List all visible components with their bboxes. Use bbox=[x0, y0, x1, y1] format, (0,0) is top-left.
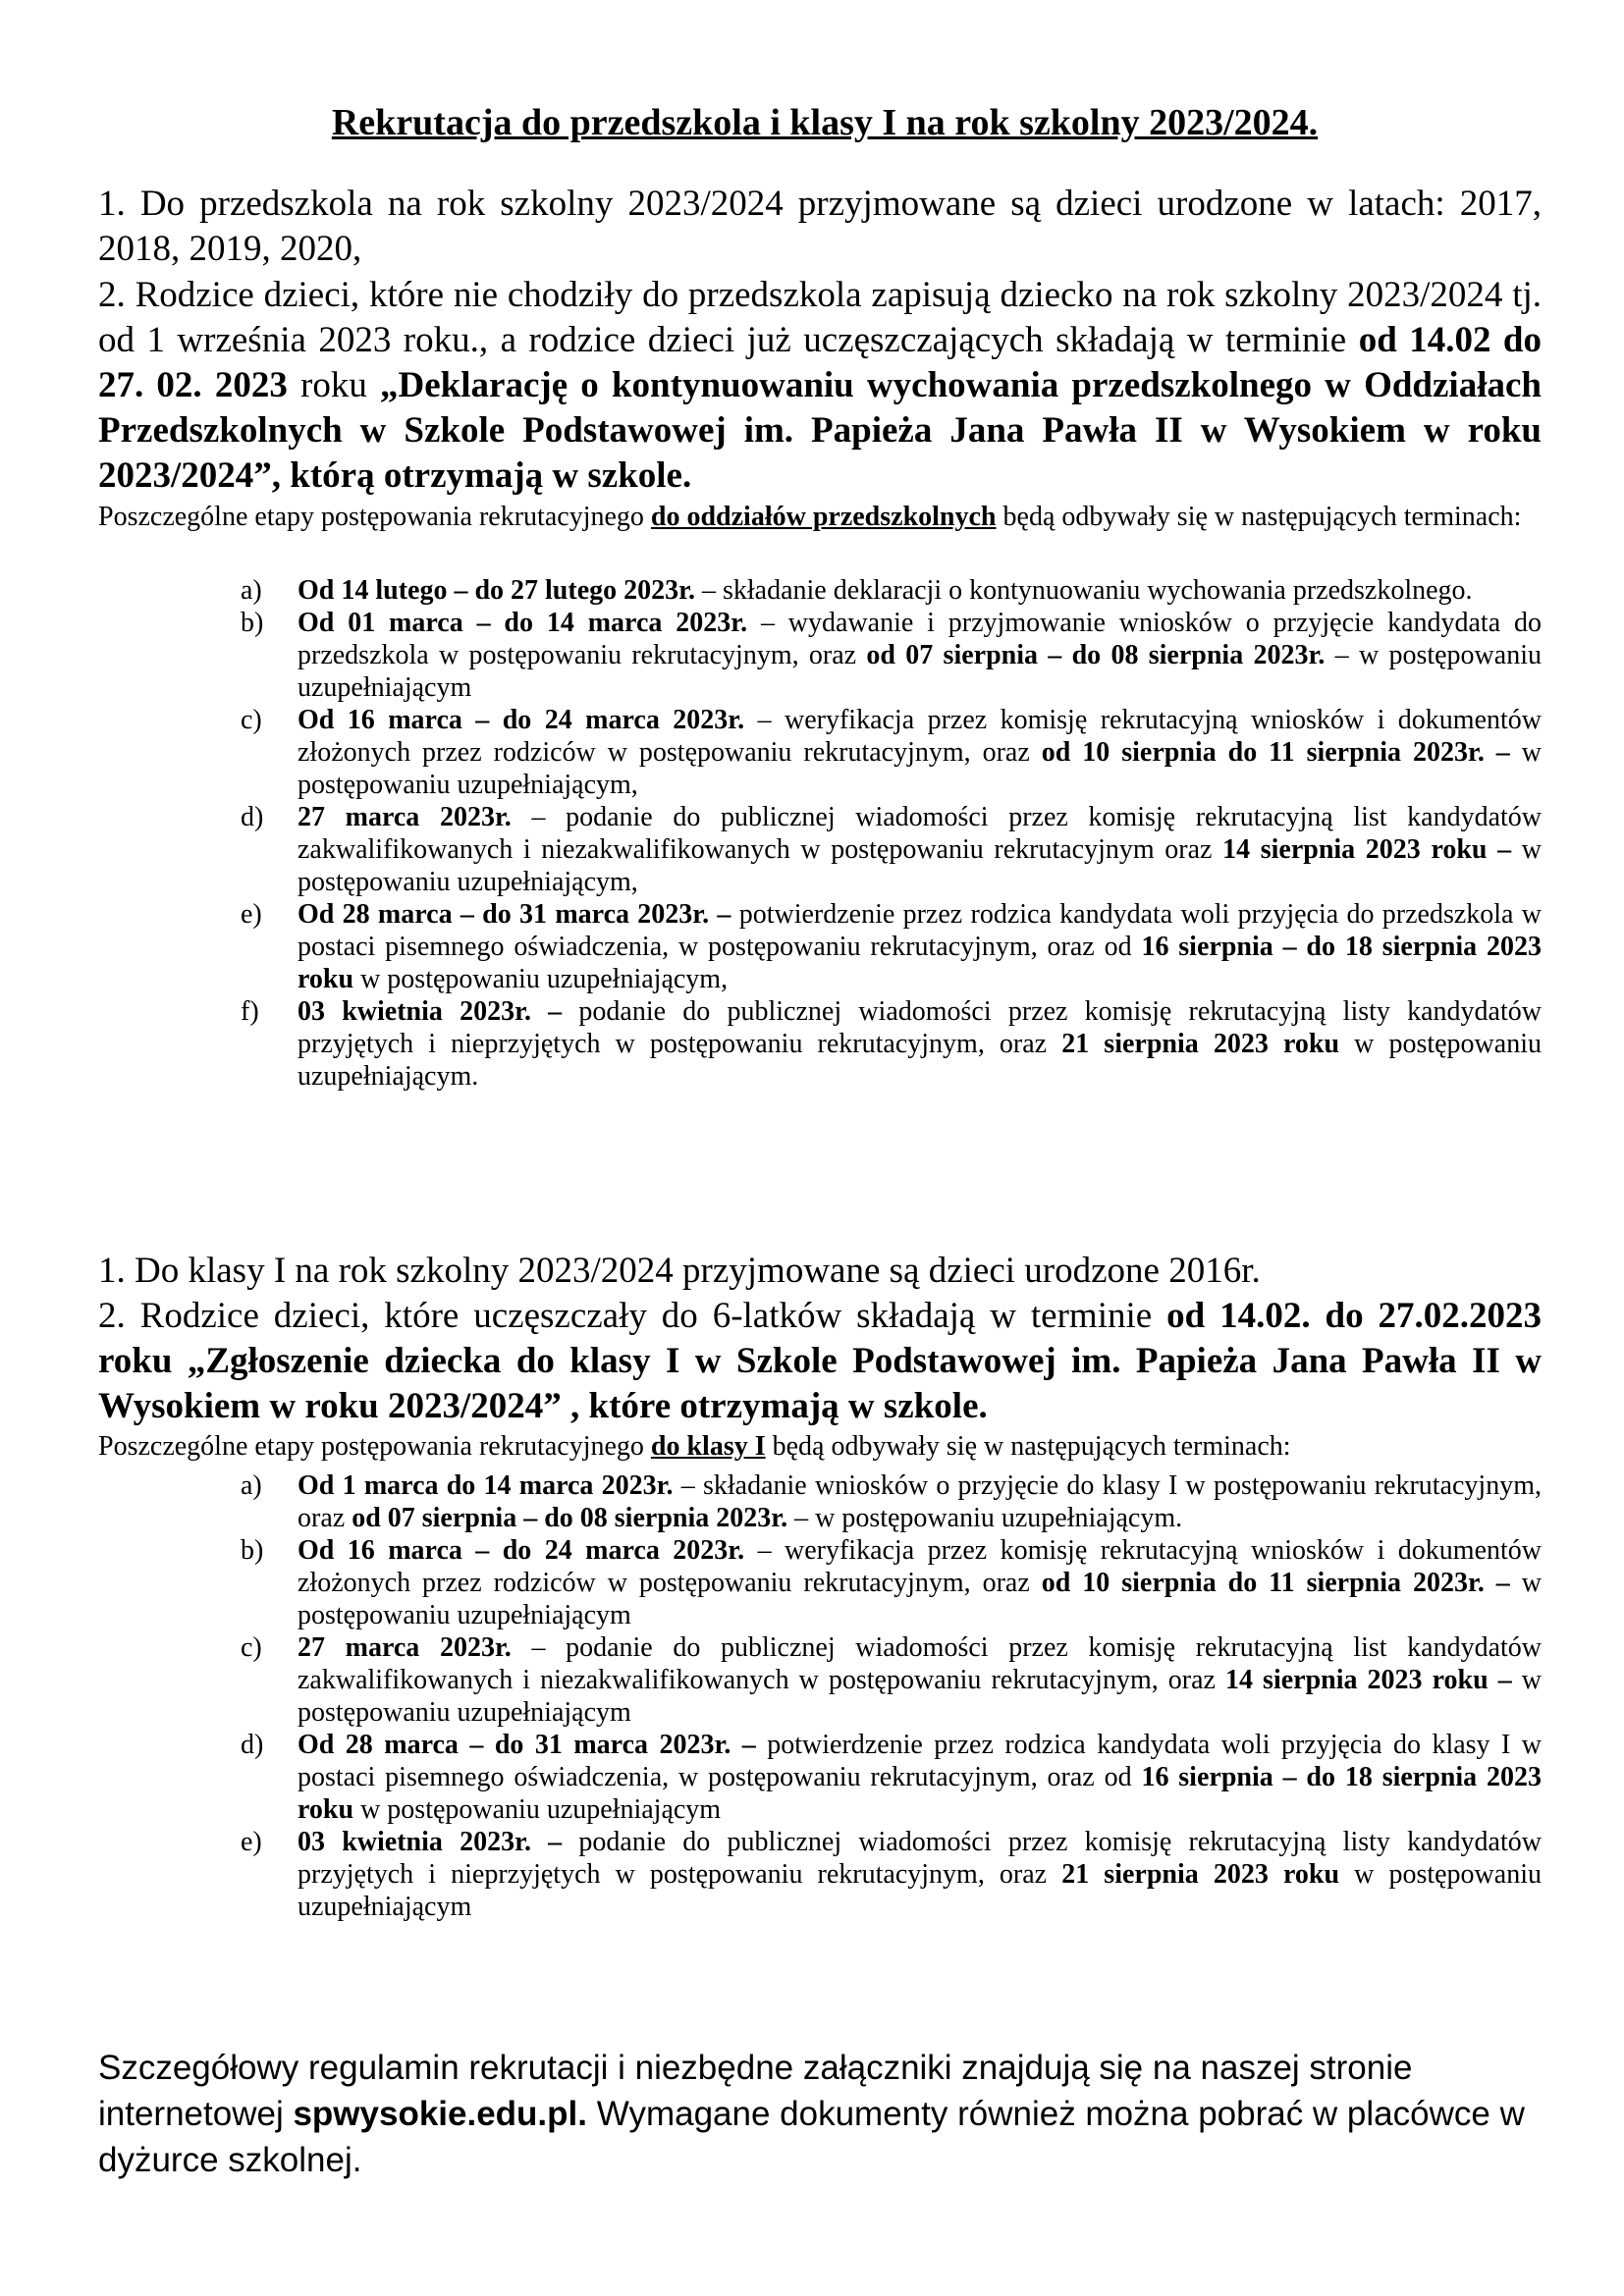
list-item-date: Od 28 marca – do 31 marca 2023r. – bbox=[298, 1730, 756, 1760]
list-item-date-2: 14 sierpnia 2023 roku – bbox=[1225, 1665, 1512, 1695]
list-item-text-2: w postępowaniu uzupełniającym, bbox=[298, 834, 1542, 897]
list-item-text: – podanie do publicznej wiadomości przez komisję rekrutacyjną list kandydatów zakwalifikowanych i niezakwalifikowanych w postępowaniu rekrutacyjnym, oraz bbox=[298, 1632, 1543, 1695]
list-item-letter: a) bbox=[241, 1470, 262, 1501]
list-item bbox=[241, 1631, 1542, 1729]
list-item bbox=[241, 574, 1542, 607]
list-item-date-2: 21 sierpnia 2023 roku bbox=[1061, 1859, 1340, 1890]
list-item-date-2: 16 sierpnia – do 18 sierpnia 2023 roku bbox=[298, 1762, 1543, 1825]
list-item-date-2: 14 sierpnia 2023 roku – bbox=[1222, 834, 1512, 865]
page-title: Rekrutacja do przedszkola i klasy I na rok szkolny 2023/2024. bbox=[331, 102, 1319, 143]
list-item-text-2: w postępowaniu uzupełniającym bbox=[298, 1859, 1542, 1922]
school-website-link: spwysokie.edu.pl. bbox=[293, 2095, 587, 2133]
list-item-letter: b) bbox=[241, 1535, 264, 1566]
list-item-letter: c) bbox=[241, 705, 262, 735]
preschool-p1-text: 1. Do przedszkola na rok szkolny 2023/2024 przyjmowane są dzieci urodzone w latach: 2017, 2018, 2019, 2020, bbox=[98, 184, 1542, 269]
list-item bbox=[241, 995, 1542, 1093]
preschool-p2-declaration: „Deklarację o kontynuowaniu wychowania przedszkolnego w Oddziałach Przedszkolnych w Szkole Podstawowej im. Papieża Jana Pawła II w Wysokiem w roku 2023/2024”, którą otrzymają w szkole. bbox=[98, 365, 1542, 496]
list-item-letter: d) bbox=[241, 802, 264, 832]
list-item-date: 03 kwietnia 2023r. – bbox=[298, 996, 563, 1027]
list-item-date-2: od 07 sierpnia – do 08 sierpnia 2023r. bbox=[352, 1503, 788, 1533]
list-item bbox=[241, 898, 1542, 995]
preschool-stage-list bbox=[241, 574, 1542, 1093]
grade1-stages-intro bbox=[98, 1430, 1542, 1464]
list-item bbox=[241, 1534, 1542, 1631]
list-item bbox=[241, 1469, 1542, 1534]
list-item-letter: e) bbox=[241, 899, 262, 930]
list-item-text-2: w postępowaniu uzupełniającym, bbox=[298, 737, 1542, 800]
list-item-letter: f) bbox=[241, 996, 259, 1027]
grade1-paragraph-1 bbox=[98, 1249, 1542, 1294]
list-item bbox=[241, 704, 1542, 801]
list-item-date: Od 16 marca – do 24 marca 2023r. bbox=[298, 705, 745, 735]
list-item-date: 03 kwietnia 2023r. – bbox=[298, 1827, 563, 1857]
grade1-stages-text-2: będą odbywały się w następujących terminach: bbox=[765, 1431, 1291, 1462]
list-item-date: Od 16 marca – do 24 marca 2023r. bbox=[298, 1535, 745, 1566]
preschool-stages-text: Poszczególne etapy postępowania rekrutacyjnego bbox=[98, 502, 651, 532]
list-item-date: 27 marca 2023r. bbox=[298, 1632, 512, 1663]
list-item-text: podanie do publicznej wiadomości przez komisję rekrutacyjną listy kandydatów przyjętych i nieprzyjętych w postępowaniu rekrutacyjnym, oraz bbox=[298, 996, 1542, 1059]
preschool-paragraph-2 bbox=[98, 273, 1542, 499]
list-item-date-2: 21 sierpnia 2023 roku bbox=[1061, 1029, 1340, 1059]
grade1-stages-target: do klasy I bbox=[650, 1431, 766, 1462]
list-item-text-2: w postępowaniu uzupełniającym bbox=[353, 1794, 722, 1825]
list-item-text-2: w postępowaniu uzupełniającym. bbox=[298, 1029, 1542, 1092]
preschool-stages-intro bbox=[98, 501, 1542, 534]
preschool-paragraph-1 bbox=[98, 182, 1542, 272]
list-item-text: – podanie do publicznej wiadomości przez komisję rekrutacyjną list kandydatów zakwalifikowanych i niezakwalifikowanych w postępowaniu rekrutacyjnym oraz bbox=[298, 802, 1543, 865]
preschool-p2-dates: od 14.02 do 27. 02. 2023 bbox=[98, 320, 1543, 405]
list-item-text-2: w postępowaniu uzupełniającym bbox=[298, 1665, 1542, 1728]
preschool-stages-text-2: będą odbywały się w następujących terminach: bbox=[996, 502, 1522, 532]
list-item-date: Od 14 lutego – do 27 lutego 2023r. bbox=[298, 575, 695, 606]
list-item-text-2: w postępowaniu uzupełniającym, bbox=[353, 964, 729, 994]
list-item-text-2: – w postępowaniu uzupełniającym bbox=[298, 640, 1542, 703]
list-item-letter: b) bbox=[241, 608, 264, 638]
preschool-p2-text: 2. Rodzice dzieci, które nie chodziły do przedszkola zapisują dziecko na rok szkolny 2023/2024 tj. od 1 września 2023 roku., a rodzice dzieci już uczęszczających składają w terminie bbox=[98, 275, 1542, 360]
grade1-p2-text: 2. Rodzice dzieci, które uczęszczały do 6-latków składają w terminie bbox=[98, 1296, 1167, 1336]
grade1-p1-text: 1. Do klasy I na rok szkolny 2023/2024 przyjmowane są dzieci urodzone 2016r. bbox=[98, 1251, 1261, 1291]
list-item-date: 27 marca 2023r. bbox=[298, 802, 512, 832]
preschool-p2-roku: roku bbox=[287, 365, 381, 405]
list-item-date-2: od 10 sierpnia do 11 sierpnia 2023r. – bbox=[1041, 737, 1510, 768]
list-item-text: – składanie wniosków o przyjęcie do klasy I w postępowaniu rekrutacyjnym, oraz bbox=[298, 1470, 1542, 1533]
list-item-text: – weryfikacja przez komisję rekrutacyjną wniosków i dokumentów złożonych przez rodziców w postępowaniu rekrutacyjnym, oraz bbox=[298, 705, 1542, 768]
list-item bbox=[241, 801, 1542, 898]
list-item-text-2: w postępowaniu uzupełniającym bbox=[298, 1568, 1542, 1630]
list-item-text: potwierdzenie przez rodzica kandydata woli przyjęcia do przedszkola w postaci pisemnego oświadczenia, w postępowaniu rekrutacyjnym, oraz od bbox=[298, 899, 1542, 962]
list-item-date-2: od 07 sierpnia – do 08 sierpnia 2023r. bbox=[866, 640, 1326, 670]
grade1-stages-text: Poszczególne etapy postępowania rekrutacyjnego bbox=[98, 1431, 651, 1462]
list-item-letter: d) bbox=[241, 1730, 264, 1760]
grade1-paragraph-2 bbox=[98, 1294, 1542, 1429]
list-item bbox=[241, 1729, 1542, 1826]
footer-text: Szczegółowy regulamin rekrutacji i niezbędne załączniki znajdują się na naszej stronie internetowej bbox=[98, 2049, 1413, 2133]
footer-text-2: Wymagane dokumenty również można pobrać w placówce w dyżurce szkolnej. bbox=[98, 2095, 1525, 2179]
list-item bbox=[241, 1826, 1542, 1923]
list-item-text: – weryfikacja przez komisję rekrutacyjną wniosków i dokumentów złożonych przez rodziców w postępowaniu rekrutacyjnym, oraz bbox=[298, 1535, 1542, 1598]
list-item-text: podanie do publicznej wiadomości przez komisję rekrutacyjną listy kandydatów przyjętych i nieprzyjętych w postępowaniu rekrutacyjnym, oraz bbox=[298, 1827, 1542, 1890]
grade1-p2-notice: od 14.02. do 27.02.2023 roku „Zgłoszenie dziecka do klasy I w Szkole Podstawowej im. Papieża Jana Pawła II w Wysokiem w roku 2023/2024” , które otrzymają w szkole. bbox=[98, 1296, 1543, 1426]
list-item-date: Od 01 marca – do 14 marca 2023r. bbox=[298, 608, 748, 638]
list-item bbox=[241, 607, 1542, 704]
list-item-letter: a) bbox=[241, 575, 262, 606]
list-item-letter: c) bbox=[241, 1632, 262, 1663]
list-item-date-2: od 10 sierpnia do 11 sierpnia 2023r. – bbox=[1041, 1568, 1510, 1598]
list-item-text: potwierdzenie przez rodzica kandydata woli przyjęcia do klasy I w postaci pisemnego oświadczenia, w postępowaniu rekrutacyjnym, oraz od bbox=[298, 1730, 1543, 1792]
list-item-letter: e) bbox=[241, 1827, 262, 1857]
list-item-text-2: – w postępowaniu uzupełniającym. bbox=[787, 1503, 1183, 1533]
preschool-stages-target: do oddziałów przedszkolnych bbox=[650, 502, 997, 532]
grade1-stage-list bbox=[241, 1469, 1542, 1923]
footer-paragraph bbox=[98, 2045, 1551, 2183]
list-item-text: – wydawanie i przyjmowanie wniosków o przyjęcie kandydata do przedszkola w postępowaniu rekrutacyjnym, oraz bbox=[298, 608, 1542, 670]
list-item-date: Od 28 marca – do 31 marca 2023r. – bbox=[298, 899, 731, 930]
list-item-text: – składanie deklaracji o kontynuowaniu wychowania przedszkolnego. bbox=[695, 575, 1473, 606]
list-item-date-2: 16 sierpnia – do 18 sierpnia 2023 roku bbox=[298, 932, 1543, 994]
list-item-date: Od 1 marca do 14 marca 2023r. bbox=[298, 1470, 674, 1501]
